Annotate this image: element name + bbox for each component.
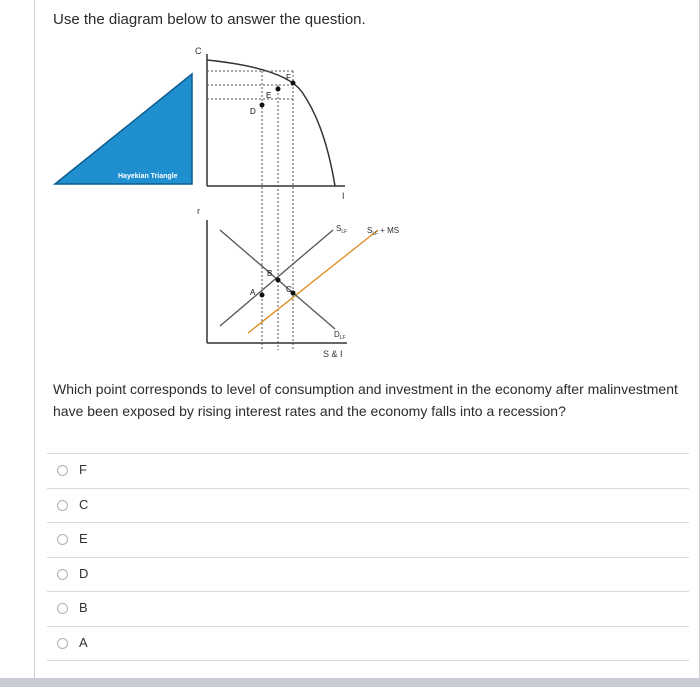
point-f-label: F xyxy=(286,73,291,82)
point-b-label: B xyxy=(267,269,273,278)
point-b xyxy=(276,278,281,283)
point-e xyxy=(276,87,281,92)
hayekian-triangle xyxy=(55,74,192,184)
option-b[interactable] xyxy=(47,591,689,626)
option-e[interactable] xyxy=(47,522,689,557)
radio-button[interactable] xyxy=(57,569,68,580)
point-d xyxy=(260,103,265,108)
radio-button[interactable] xyxy=(57,638,68,649)
option-label: F xyxy=(79,462,87,477)
radio-button[interactable] xyxy=(57,465,68,476)
demand-lf-label: $D_{LF}$ xyxy=(334,330,346,341)
bottom-bar xyxy=(0,678,700,687)
answer-options xyxy=(47,453,689,661)
supply-ms-line xyxy=(248,230,378,333)
triangle-label: Hayekian Triangle xyxy=(118,173,178,180)
hayekian-diagram xyxy=(40,40,440,370)
point-d-label: D xyxy=(250,107,256,116)
option-c[interactable] xyxy=(47,488,689,523)
bottom-axis-x-label: S & I xyxy=(323,349,343,359)
instruction-text: Use the diagram below to answer the question. xyxy=(53,11,366,28)
point-e-label: E xyxy=(266,91,272,100)
top-axis-x-label: I xyxy=(342,191,345,201)
radio-button[interactable] xyxy=(57,500,68,511)
radio-button[interactable] xyxy=(57,603,68,614)
option-d[interactable] xyxy=(47,557,689,592)
ppf-curve xyxy=(207,60,335,186)
option-a[interactable] xyxy=(47,626,689,662)
option-label: C xyxy=(79,496,89,512)
point-c-label: C xyxy=(286,285,292,294)
radio-button[interactable] xyxy=(57,534,68,545)
supply-ms-label: $S_{LF}$ + MS xyxy=(367,226,400,237)
option-label: D xyxy=(79,565,89,581)
point-f xyxy=(291,81,296,86)
point-a xyxy=(260,293,265,298)
question-text: Which point corresponds to level of consumption and investment in the economy after malinvestment have been exposed by rising interest rates and the economy falls into a recession? xyxy=(53,381,678,419)
supply-lf-label: $S_{LF}$ xyxy=(336,224,348,235)
option-label: E xyxy=(79,531,88,546)
option-f[interactable] xyxy=(47,453,689,488)
point-a-label: A xyxy=(250,288,256,297)
bottom-axis-y-label: r xyxy=(197,206,200,216)
option-label: B xyxy=(79,600,88,615)
option-label: A xyxy=(79,634,88,650)
top-axis-y-label: C xyxy=(195,46,202,56)
